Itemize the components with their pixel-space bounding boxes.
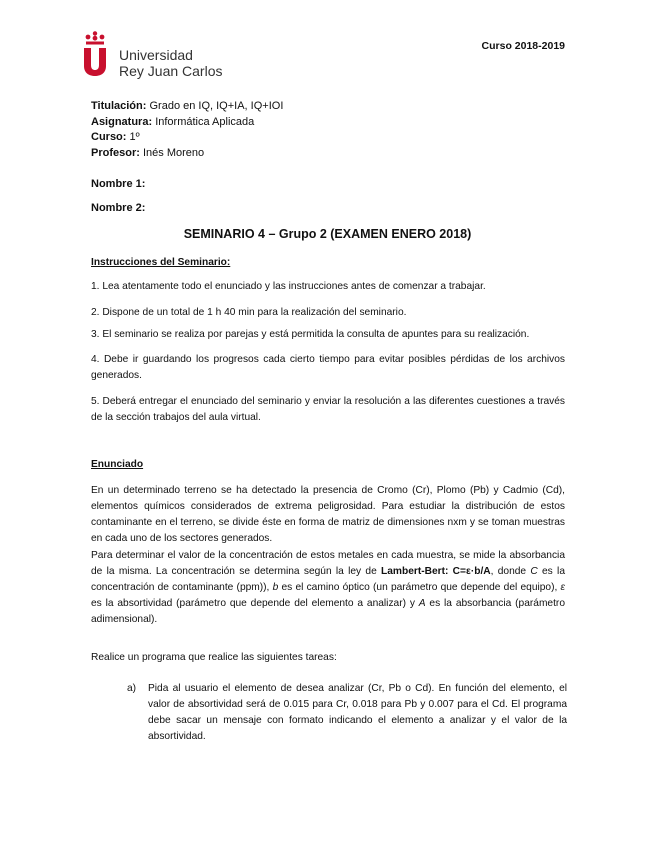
profesor-label: Profesor: [91, 146, 140, 159]
instruction-item-2: 2. Dispone de un total de 1 h 40 min para la realización del seminario. [91, 307, 407, 318]
titulacion-label: Titulación: [91, 100, 147, 112]
instruction-item-5: 5. Deberá entregar el enunciado del seminario y enviar la resolución a las diferentes cuestiones a través de la sección trabajos del aula virtual. [91, 396, 565, 423]
enunciado-paragraph-1: En un determinado terreno se ha detectado la presencia de Cromo (Cr), Plomo (Pb) y Cadmio (Cd), elementos químicos considerados de extrema peligrosidad. Para estudiar la distribución de estos contaminante en el terreno, se divide éste en forma de matriz de dimensiones nxm y se toman muestras en cada uno de los sectores generados. [91, 485, 565, 544]
task-item-a [127, 681, 567, 745]
profesor-value: Inés Moreno [142, 146, 205, 159]
p2-text-b: , donde [490, 566, 531, 577]
university-name [119, 47, 223, 79]
document-meta [91, 99, 283, 161]
instruction-item-4: 4. Debe ir guardando los progresos cada cierto tiempo para evitar posibles pérdidas de los archivos generados. [91, 354, 565, 381]
logo-line1: Universidad [119, 47, 193, 63]
p2-text-h: es la absortividad (parámetro que depende del elemento a analizar) y [91, 598, 419, 609]
meta-asignatura [91, 115, 283, 131]
nombre-1-label: Nombre 1: [91, 178, 146, 190]
curso-value: 1º [129, 131, 140, 143]
course-year: Curso 2018-2019 [481, 40, 565, 52]
nombre-2-label: Nombre 2: [91, 202, 146, 214]
var-a: A [418, 598, 426, 609]
task-item-a-label: a) [127, 683, 137, 694]
page-title: SEMINARIO 4 – Grupo 2 (EXAMEN ENERO 2018) [183, 227, 472, 241]
p2-text-a: Para determinar el valor de la concentración de estos metales en cada muestra, se mide la absorbancia de la misma. La concentración se determina según la ley de [91, 550, 565, 577]
p2-text-j: es la absorbancia (parámetro adimensional). [91, 598, 565, 625]
p2-text-d: es la concentración de contaminante (ppm)), [91, 566, 565, 593]
meta-profesor [91, 146, 283, 162]
enunciado-paragraph-2 [91, 548, 565, 628]
curso-label: Curso: [91, 131, 127, 143]
logo-line2: Rey Juan Carlos [119, 63, 223, 79]
asignatura-value: Informática Aplicada [155, 115, 255, 128]
meta-titulacion [91, 99, 283, 115]
var-epsilon: ε [560, 582, 565, 593]
task-item-a-text: Pida al usuario el elemento de desea analizar (Cr, Pb o Cd). En función del elemento, el valor de absortividad será de 0.015 para Cr, 0.018 para Pb y 0.007 para el Cd. El programa debe sacar un mensaje con formato indicando el elemento a analizar y el valor de la absortividad. [148, 683, 567, 742]
titulacion-value: Grado en IQ, IQ+IA, IQ+IOI [149, 100, 284, 112]
var-c: C [530, 566, 538, 577]
university-logo-icon [83, 48, 107, 76]
var-b: b [272, 582, 279, 593]
lambert-bert-law: Lambert-Bert: C=ε·b/A [381, 566, 491, 577]
asignatura-label: Asignatura: [91, 115, 153, 128]
enunciado-paragraph-3: Realice un programa que realice las siguientes tareas: [91, 652, 337, 663]
meta-curso [91, 130, 283, 146]
instructions-heading: Instrucciones del Seminario: [91, 257, 231, 268]
crown-icon [84, 31, 106, 45]
p2-text-f: es el camino óptico (un parámetro que depende del equipo), [278, 582, 561, 593]
instruction-item-1: 1. Lea atentamente todo el enunciado y las instrucciones antes de comenzar a trabajar. [91, 281, 486, 292]
instruction-item-3: 3. El seminario se realiza por parejas y está permitida la consulta de apuntes para su realización. [91, 329, 530, 340]
enunciado-heading: Enunciado [91, 459, 144, 470]
